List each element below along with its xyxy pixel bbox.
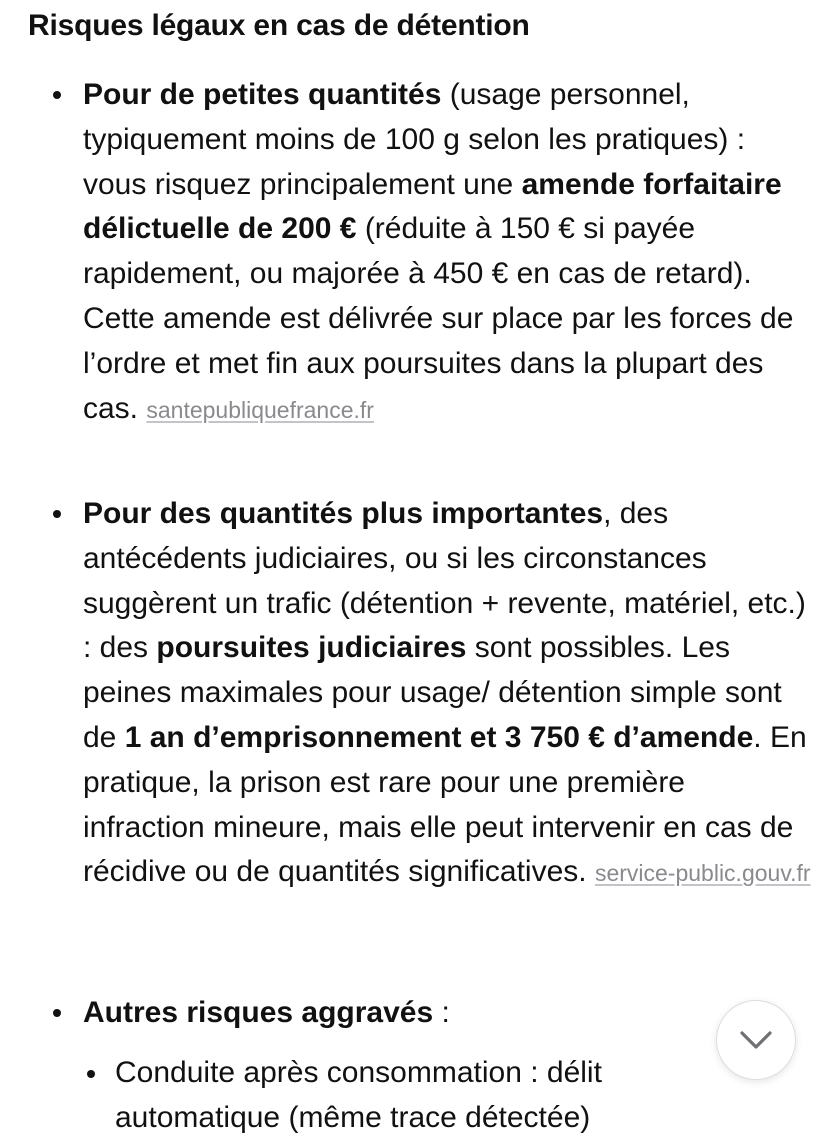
chevron-down-icon	[739, 1030, 773, 1050]
item-strong: Pour de petites quantités	[83, 78, 442, 111]
item-text-part-2: sont possibles. Les peines maximales pour usage/ détention simple sont de	[83, 631, 782, 754]
scroll-down-button[interactable]	[716, 1000, 796, 1080]
sub-item-line-1: Conduite après consommation : délit	[115, 1056, 602, 1089]
item-strong-2: poursuites judiciaires	[156, 631, 467, 665]
item-strong-2: amende forfaitaire délictuelle de 200 €	[83, 167, 782, 246]
item-strong: Pour des quantités plus importantes	[83, 497, 604, 530]
bullet-dot	[53, 1009, 61, 1017]
sub-bullet-dot	[87, 1070, 95, 1078]
list-item-text	[83, 73, 811, 432]
sub-list-item-text	[115, 1051, 815, 1141]
sub-item-line-2: automatique (même trace détectée)	[115, 1100, 591, 1134]
item-text-part: , des antécédents judiciaires, ou si les circonstances suggèrent un trafic (détention + revente, matériel, etc.) : des	[83, 497, 806, 665]
item-text-part: (usage personnel, typiquement moins de 100 g selon les pratiques) : vous risquez principalement une	[83, 78, 746, 201]
item-text-part-3: . En pratique, la prison est rare pour une première infraction mineure, mais elle peut intervenir en cas de récidive ou de quantités significatives.	[83, 720, 807, 889]
bullet-dot	[53, 510, 61, 518]
source-link[interactable]: service-public.gouv.fr	[594, 860, 811, 887]
item-text-part: :	[433, 996, 450, 1029]
section-heading: Risques légaux en cas de détention	[28, 9, 530, 42]
item-text-part-2: (réduite à 150 € si payée rapidement, ou majorée à 450 € en cas de retard). Cette amende est délivrée sur place par les forces de l’ordre et met fin aux poursuites dans la plupart des cas.	[83, 212, 794, 425]
bullet-dot	[53, 91, 61, 99]
source-link[interactable]: santepubliquefrance.fr	[146, 396, 374, 423]
list-item-text	[83, 492, 811, 896]
item-strong: Autres risques aggravés	[83, 996, 434, 1029]
list-item-text	[83, 991, 811, 1036]
item-strong-3: 1 an d’emprisonnement et 3 750 € d’amende	[124, 720, 754, 754]
